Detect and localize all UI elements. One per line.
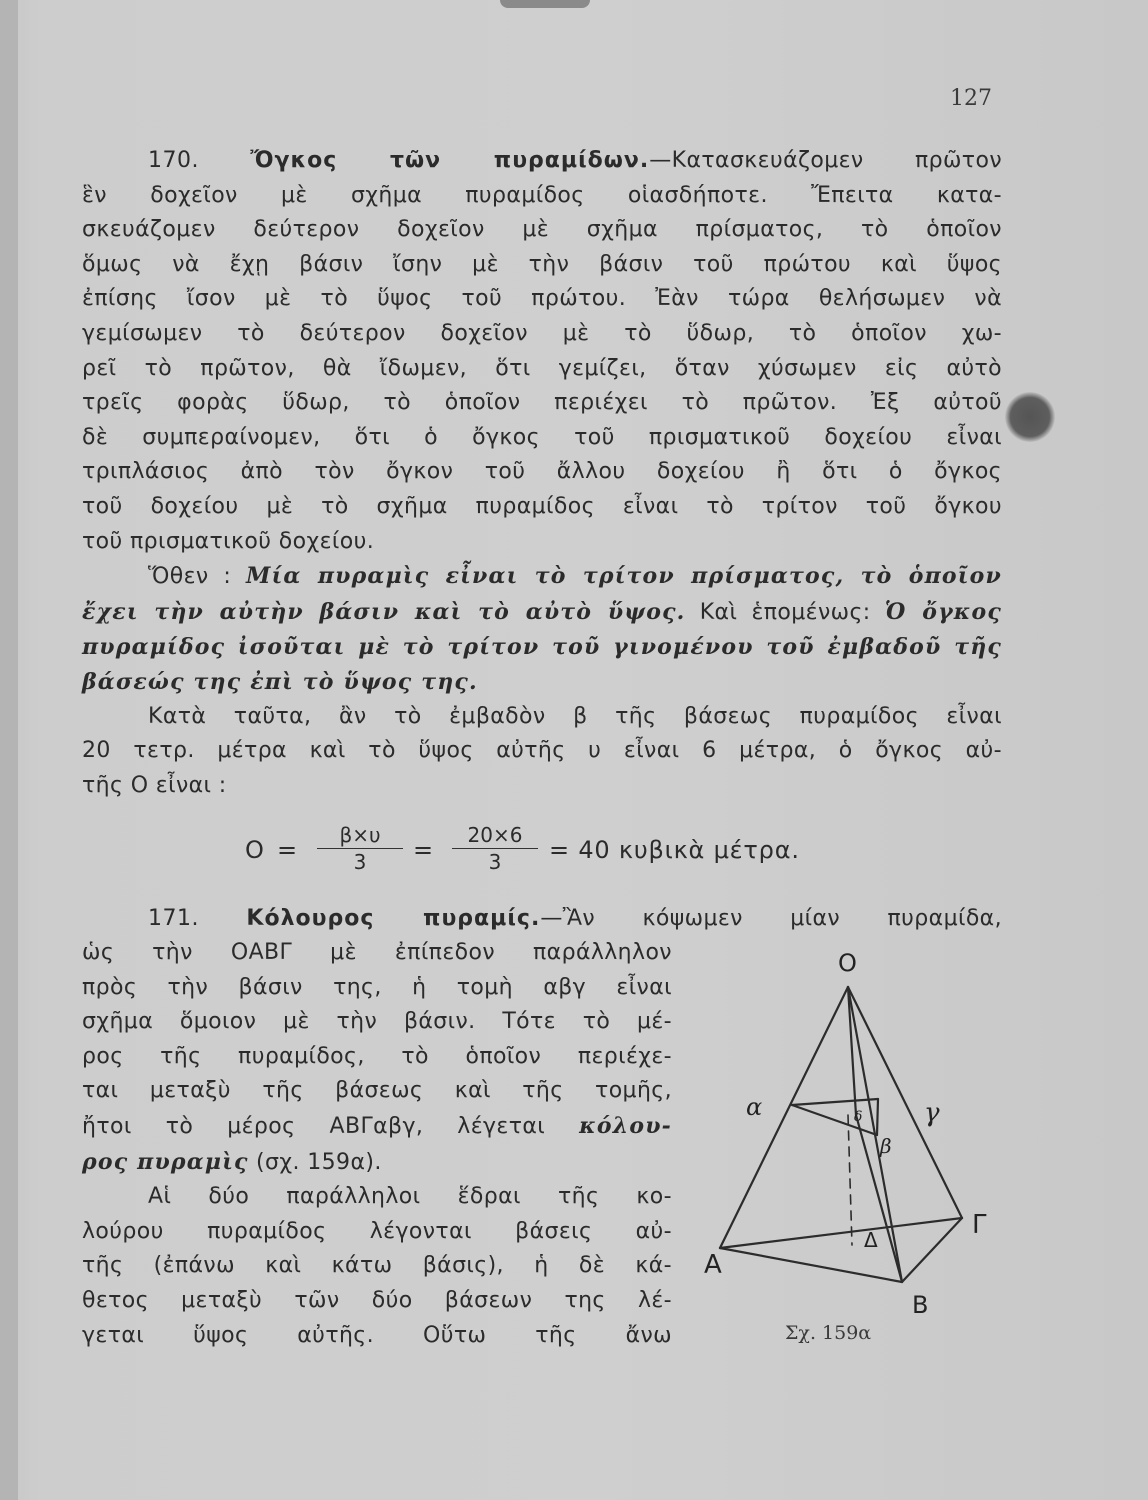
rule-bold-4: πυραμίδος ἰσοῦται μὲ τὸ τρίτον τοῦ γινομένου τοῦ ἐμβαδοῦ τῆς	[82, 634, 1002, 661]
label-B: Β	[912, 1291, 929, 1319]
edge-AB	[720, 1248, 902, 1282]
section-171-first-line: —Ἂν κόψωμεν μίαν πυραμίδα,	[540, 906, 1002, 931]
label-A: Α	[704, 1250, 722, 1280]
term-figure-ref: (σχ. 159α).	[256, 1149, 382, 1175]
edge-ag	[792, 1099, 878, 1105]
section-171-term-line-2	[82, 1145, 672, 1181]
formula-lhs: O	[245, 836, 264, 864]
label-a: α	[746, 1093, 763, 1121]
section-170-line: ὅμως νὰ ἔχῃ βάσιν ἴσην μὲ τὴν βάσιν τοῦ πρώτου καὶ ὕψος	[82, 251, 1002, 277]
rule-bold-1: Μία πυραμὶς εἶναι τὸ τρίτον πρίσματος, τὸ ὁποῖον	[246, 563, 1002, 590]
section-171-heading	[82, 902, 1002, 937]
label-g-small: γ	[924, 1098, 940, 1128]
edge-Ddown	[856, 1115, 902, 1282]
fraction-2	[450, 822, 540, 875]
formula-result: = 40 κυβικὰ μέτρα.	[549, 836, 800, 864]
rule-bold-3: Ὁ ὄγκος	[884, 598, 1002, 625]
term-frustum-1: κόλου-	[579, 1112, 672, 1139]
fraction-1	[315, 822, 405, 875]
formula-equals: =	[413, 836, 434, 864]
section-170-line: τοῦ δοχείου μὲ τὸ σχῆμα πυραμίδος εἶναι τὸ τρίτον τοῦ ὄγκου	[82, 493, 1002, 519]
term-line-text: ἤτοι τὸ μέρος ΑΒΓαβγ, λέγεται	[82, 1113, 546, 1139]
example-line: τῆς Ο εἶναι :	[82, 772, 227, 798]
section-171-line: σχῆμα ὅμοιον μὲ τὴν βάσιν. Τότε τὸ μέ-	[82, 1009, 672, 1035]
edge-OG	[848, 987, 962, 1218]
section-171-heading-line	[82, 902, 1002, 937]
section-170-number: 170.	[148, 148, 199, 173]
page-stain	[500, 0, 590, 8]
edge-BG	[902, 1218, 962, 1282]
rule-line-1	[82, 559, 1002, 595]
section-171-line: ὡς τὴν ΟΑΒΓ μὲ ἐπίπεδον παράλληλον	[82, 940, 672, 965]
section-170-line: γεμίσωμεν τὸ δεύτερον δοχεῖον μὲ τὸ ὕδωρ, τὸ ὁποῖον χω-	[82, 320, 1002, 346]
example-line: Κατὰ ταῦτα, ἂν τὸ ἐμβαδὸν β τῆς βάσεως πυραμίδος εἶναι	[148, 703, 1002, 729]
book-spine-shadow	[0, 0, 18, 1500]
section-171-para2-line: Αἱ δύο παράλληλοι ἕδραι τῆς κο-	[148, 1184, 672, 1210]
section-170-line: σκευάζομεν δεύτερον δοχεῖον μὲ σχῆμα πρίσματος, τὸ ὁποῖον	[82, 217, 1002, 243]
ink-smudge	[1005, 392, 1055, 442]
section-171-para2-line: τῆς (ἐπάνω καὶ κάτω βάσις), ἡ δὲ κά-	[82, 1253, 672, 1279]
label-G: Γ	[972, 1210, 987, 1240]
example-line: 20 τετρ. μέτρα καὶ τὸ ὕψος αὐτῆς υ εἶναι 6 μέτρα, ὁ ὄγκος αὐ-	[82, 738, 1002, 764]
section-171-title: Κόλουρος πυραμίς.	[246, 906, 541, 931]
height-dashed	[848, 1115, 852, 1245]
label-b-small: β	[880, 1134, 892, 1158]
section-170-line: τοῦ πρισματικοῦ δοχείου.	[82, 528, 375, 554]
fraction-1-denominator: 3	[353, 850, 367, 874]
label-D: Δ	[864, 1228, 878, 1252]
section-171-para2-line: γεται ὕψος αὐτῆς. Οὕτω τῆς ἄνω	[82, 1322, 672, 1348]
edge-ab	[792, 1105, 877, 1135]
section-170	[82, 144, 1002, 803]
section-171-para2-line: λούρου πυραμίδος λέγονται βάσεις αὐ-	[82, 1218, 672, 1244]
section-170-first-line: —Κατασκευάζομεν πρῶτον	[649, 148, 1003, 173]
term-frustum-2: ρος πυραμὶς	[82, 1148, 249, 1175]
section-170-line: ρεῖ τὸ πρῶτον, θὰ ἴδωμεν, ὅτι γεμίζει, ὅταν χύσωμεν εἰς αὐτὸ	[82, 355, 1002, 381]
section-170-line: τρεῖς φορὰς ὕδωρ, τὸ ὁποῖον περιέχει τὸ πρῶτον. Ἐξ αὐτοῦ	[82, 390, 1002, 416]
section-171-para2-line: θετος μεταξὺ τῶν δύο βάσεων της λέ-	[82, 1287, 672, 1313]
rule-bold-2: ἔχει τὴν αὐτὴν βάσιν καὶ τὸ αὐτὸ ὕψος.	[82, 598, 686, 625]
section-170-line: τριπλάσιος ἀπὸ τὸν ὄγκον τοῦ ἄλλου δοχείου ἢ ὅτι ὁ ὄγκος	[82, 459, 1002, 485]
section-171-number: 171.	[148, 906, 199, 931]
edge-bg	[877, 1099, 878, 1135]
section-170-line: δὲ συμπεραίνομεν, ὅτι ὁ ὄγκος τοῦ πρισματικοῦ δοχείου εἶναι	[82, 424, 1002, 450]
section-170-line: ἐπίσης ἴσον μὲ τὸ ὕψος τοῦ πρώτου. Ἐὰν τώρα θελήσωμεν νὰ	[82, 286, 1002, 312]
fraction-2-denominator: 3	[488, 850, 502, 874]
section-170-line: ἓν δοχεῖον μὲ σχῆμα πυραμίδος οἱασδήποτε. Ἔπειτα κατα-	[82, 182, 1002, 208]
section-171-line: ται μεταξὺ τῆς βάσεως καὶ τῆς τομῆς,	[82, 1078, 672, 1104]
fraction-2-numerator: 20×6	[467, 823, 523, 847]
edge-AG	[720, 1218, 962, 1248]
rule-bold-5: βάσεώς της ἐπὶ τὸ ὕψος της.	[82, 668, 478, 695]
section-171-line: πρὸς τὴν βάσιν της, ἡ τομὴ αβγ εἶναι	[82, 974, 672, 1000]
label-O: Ο	[838, 949, 857, 977]
section-170-title: Ὄγκος τῶν πυραμίδων.	[250, 148, 650, 173]
page-number: 127	[950, 86, 992, 111]
section-170-heading-line	[82, 144, 1002, 179]
formula-equals: =	[277, 836, 298, 864]
rule-mid: Καὶ ἑπομένως:	[699, 599, 871, 625]
label-d-small: δ	[854, 1109, 863, 1125]
rule-line-2	[82, 595, 1002, 631]
figure-caption: Σχ. 159α	[785, 1322, 872, 1344]
fraction-1-numerator: β×υ	[339, 823, 381, 847]
section-171-term-line	[82, 1109, 672, 1145]
section-171-line: ρος τῆς πυραμίδος, τὸ ὁποῖον περιέχε-	[82, 1043, 672, 1069]
volume-formula	[245, 824, 845, 884]
pyramid-figure	[690, 935, 1010, 1355]
rule-intro: Ὅθεν :	[148, 564, 232, 590]
section-171-body	[82, 936, 672, 1353]
